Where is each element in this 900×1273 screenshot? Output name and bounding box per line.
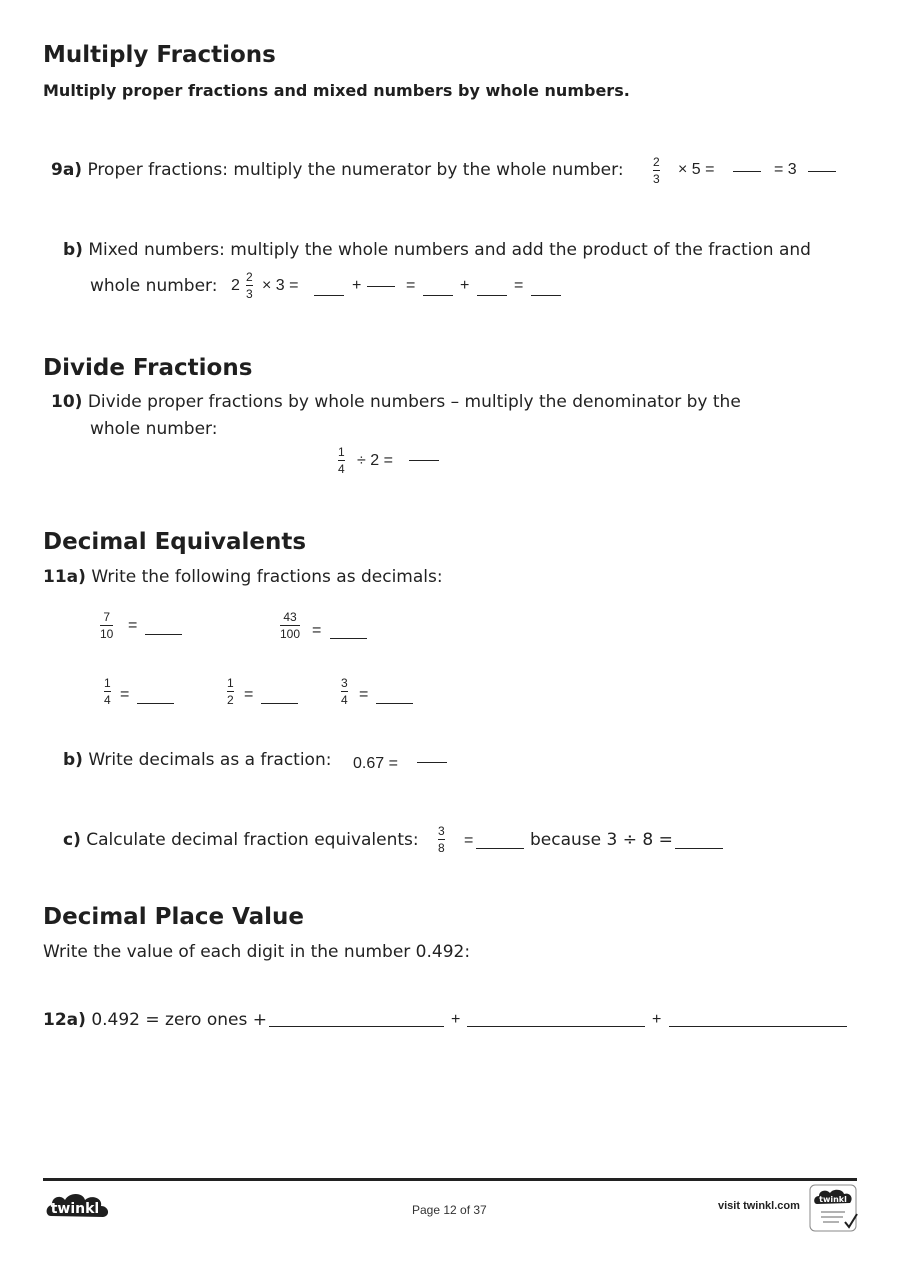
denominator: 3 xyxy=(246,287,253,301)
q9b-row1 xyxy=(63,240,811,260)
twinkl-logo-icon xyxy=(43,1186,115,1226)
q9a-expr2: = 3 xyxy=(774,161,797,178)
visit-link[interactable]: visit twinkl.com xyxy=(718,1200,800,1212)
question-text: Mixed numbers: multiply the whole numbers and add the product of the fraction and xyxy=(88,240,811,260)
numerator: 1 xyxy=(338,445,345,459)
q11c-row xyxy=(63,830,419,850)
logo-text: twinkl xyxy=(50,1201,100,1217)
equals: = xyxy=(312,622,322,639)
denominator: 3 xyxy=(653,172,660,186)
answer-line[interactable] xyxy=(330,638,367,639)
q11a-row xyxy=(43,567,443,587)
q9a-expr1: × 5 = xyxy=(678,161,715,178)
question-number: 11a) xyxy=(43,567,86,587)
numerator: 1 xyxy=(104,676,111,690)
question-number: 12a) xyxy=(43,1010,86,1030)
numerator: 43 xyxy=(283,610,297,624)
badge-text: twinkl xyxy=(819,1195,847,1204)
question-text: 0.492 = zero ones + xyxy=(91,1010,267,1030)
answer-line[interactable] xyxy=(477,295,507,296)
numerator: 1 xyxy=(227,676,234,690)
quality-badge-icon xyxy=(809,1184,859,1232)
question-number: 9a) xyxy=(51,160,83,180)
section-title-multiply: Multiply Fractions xyxy=(43,42,276,68)
question-number: c) xyxy=(63,830,81,850)
answer-line[interactable] xyxy=(314,295,344,296)
answer-line[interactable] xyxy=(669,1026,847,1027)
fraction-bar xyxy=(246,285,253,286)
fraction-bar xyxy=(227,691,234,692)
fraction-3-8 xyxy=(438,825,445,854)
answer-line[interactable] xyxy=(376,703,413,704)
fraction-1-4 xyxy=(104,677,111,706)
numerator: 2 xyxy=(653,155,660,169)
answer-line[interactable] xyxy=(467,1026,645,1027)
page-number: Page 12 of 37 xyxy=(412,1203,487,1217)
answer-line[interactable] xyxy=(675,848,723,849)
fraction-bar xyxy=(100,625,113,626)
fraction-bar xyxy=(653,170,660,171)
question-number: 10) xyxy=(51,392,83,412)
q11b-row xyxy=(63,750,331,770)
plus: + xyxy=(451,1011,461,1028)
answer-line[interactable] xyxy=(261,703,298,704)
question-text: Proper fractions: multiply the numerator by the whole number: xyxy=(87,160,624,180)
answer-line[interactable] xyxy=(409,460,439,461)
question-text: Calculate decimal fraction equivalents: xyxy=(86,830,419,850)
fraction-7-10 xyxy=(100,611,113,640)
answer-line[interactable] xyxy=(733,171,761,172)
q10-expr: ÷ 2 = xyxy=(357,452,393,469)
q11b-expr: 0.67 = xyxy=(353,755,398,772)
answer-line[interactable] xyxy=(417,762,447,763)
answer-line[interactable] xyxy=(531,295,561,296)
denominator: 10 xyxy=(100,627,114,641)
denominator: 100 xyxy=(280,627,301,641)
denominator: 4 xyxy=(338,462,345,476)
numerator: 3 xyxy=(438,824,445,838)
denominator: 4 xyxy=(341,693,348,707)
q10-row2: whole number: xyxy=(90,419,218,439)
answer-line[interactable] xyxy=(269,1026,444,1027)
twinkl-logo xyxy=(43,1186,115,1226)
fraction-bar xyxy=(438,839,445,840)
denominator: 4 xyxy=(104,693,111,707)
fraction-1-4 xyxy=(338,446,345,475)
numerator: 7 xyxy=(103,610,111,624)
fraction-3-4 xyxy=(341,677,348,706)
q10-row1 xyxy=(51,392,741,412)
q9a-row xyxy=(51,160,624,180)
fraction-1-2 xyxy=(227,677,234,706)
plus: + xyxy=(652,1011,662,1028)
answer-line[interactable] xyxy=(423,295,453,296)
q11c-because: because 3 ÷ 8 = xyxy=(530,830,673,850)
denominator: 2 xyxy=(227,693,234,707)
question-text: Divide proper fractions by whole numbers – multiply the denominator by the xyxy=(87,392,741,412)
equals: = xyxy=(464,832,474,849)
answer-line[interactable] xyxy=(145,634,182,635)
equals: = xyxy=(359,686,369,703)
question-text: Write decimals as a fraction: xyxy=(88,750,332,770)
footer-rule xyxy=(43,1178,857,1181)
q12a-row xyxy=(43,1010,267,1030)
fraction-bar xyxy=(280,625,300,626)
q9b-plus1: + xyxy=(352,277,362,294)
answer-line[interactable] xyxy=(808,171,836,172)
question-number: b) xyxy=(63,240,83,260)
fraction-43-100 xyxy=(280,611,300,640)
numerator: 3 xyxy=(341,676,348,690)
question-number: b) xyxy=(63,750,83,770)
fraction-bar xyxy=(338,460,345,461)
q9b-times: × 3 = xyxy=(262,277,299,294)
quality-badge xyxy=(809,1184,859,1232)
answer-line[interactable] xyxy=(476,848,524,849)
fraction-2-3 xyxy=(653,156,660,185)
question-text: Write the following fractions as decimals: xyxy=(91,567,443,587)
fraction-bar xyxy=(341,691,348,692)
section-title-place-value: Decimal Place Value xyxy=(43,904,305,930)
numerator: 2 xyxy=(246,270,253,284)
section-title-divide: Divide Fractions xyxy=(43,355,253,381)
q9b-plus2: + xyxy=(460,277,470,294)
equals: = xyxy=(128,617,138,634)
fraction-bar xyxy=(104,691,111,692)
denominator: 8 xyxy=(438,841,445,855)
answer-line[interactable] xyxy=(367,286,395,287)
q9b-row2: whole number: xyxy=(90,276,218,296)
mixed-whole: 2 xyxy=(231,277,240,294)
section-title-decimal-equivalents: Decimal Equivalents xyxy=(43,529,307,555)
q9b-eq2: = xyxy=(514,277,524,294)
place-value-instruction: Write the value of each digit in the number 0.492: xyxy=(43,942,471,962)
section-subtitle-multiply: Multiply proper fractions and mixed numbers by whole numbers. xyxy=(43,81,630,100)
equals: = xyxy=(120,686,130,703)
equals: = xyxy=(244,686,254,703)
q9b-eq1: = xyxy=(406,277,416,294)
answer-line[interactable] xyxy=(137,703,174,704)
fraction-2-3 xyxy=(246,271,253,300)
